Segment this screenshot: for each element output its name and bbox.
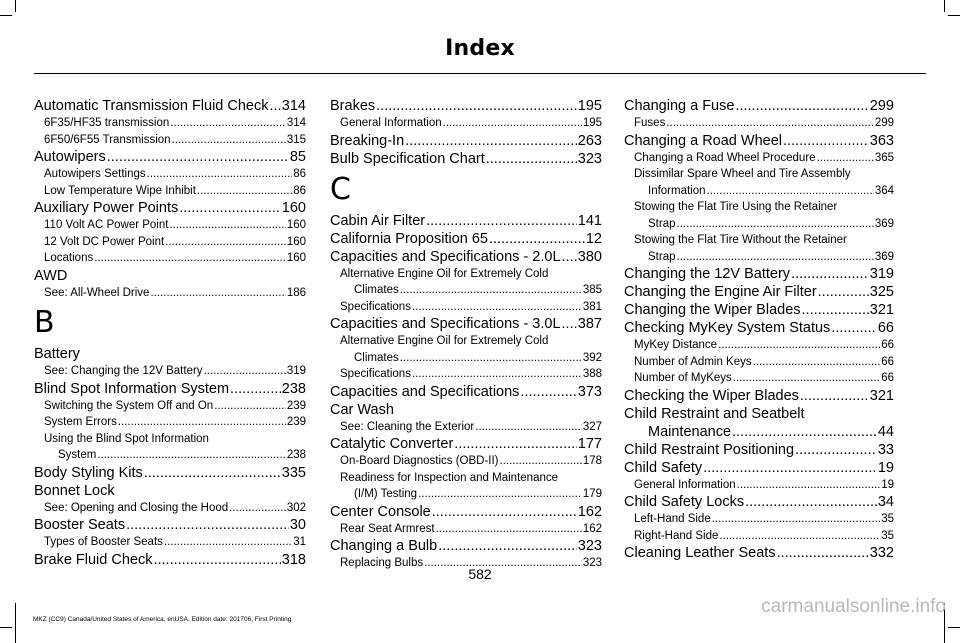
entry-label: System Errors — [44, 416, 117, 428]
entry-label: Blind Spot Information System — [34, 380, 230, 397]
entry-label: Booster Seats — [34, 517, 126, 533]
dot-leader — [436, 521, 582, 538]
dot-leader — [777, 544, 869, 562]
entry-page-number: 327 — [582, 420, 602, 433]
dot-leader — [426, 212, 577, 230]
entry-label: Child Restraint Positioning — [624, 441, 795, 458]
dot-leader — [412, 366, 582, 383]
crop-mark-tr-v — [944, 0, 945, 12]
index-entry — [624, 544, 894, 562]
entry-label: Right-Hand Side — [634, 529, 719, 542]
entry-page-number: 44 — [877, 423, 894, 440]
dot-leader — [489, 230, 585, 248]
dot-leader — [107, 148, 289, 166]
index-subentry — [34, 115, 306, 132]
index-subentry — [624, 477, 894, 494]
dot-leader — [170, 115, 286, 132]
dot-leader — [230, 380, 281, 398]
entry-label: Child Safety — [624, 459, 703, 476]
dot-leader — [753, 354, 881, 371]
index-subentry — [624, 216, 894, 233]
entry-page-number: 179 — [582, 488, 602, 500]
dot-leader — [94, 250, 286, 267]
index-subentry — [624, 511, 894, 528]
index-subentry — [34, 166, 306, 183]
dot-leader — [817, 150, 874, 167]
dot-leader — [733, 370, 880, 387]
entry-page-number: 12 — [585, 230, 602, 247]
index-subentry — [34, 363, 306, 380]
entry-label: Breaking-In — [330, 132, 405, 149]
dot-leader — [454, 435, 577, 453]
dot-leader — [144, 464, 281, 482]
entry-label: Body Styling Kits — [34, 464, 143, 481]
dot-leader — [418, 486, 582, 503]
index-subentry-text: Using the Blind Spot Information — [44, 432, 209, 445]
entry-label: 6F50/6F55 Transmission — [44, 133, 171, 146]
dot-leader — [745, 493, 877, 511]
entry-page-number: 299 — [869, 98, 894, 114]
entry-label: Bulb Specification Chart — [330, 150, 485, 167]
entry-page-number: 335 — [281, 464, 306, 481]
dot-leader — [712, 511, 880, 528]
index-entry — [624, 283, 894, 301]
index-subentry — [34, 534, 306, 551]
index-entry — [624, 301, 894, 319]
dot-leader — [169, 217, 285, 234]
crop-mark-bl-h — [0, 627, 12, 628]
dot-leader — [197, 183, 292, 200]
index-heading: AWD — [34, 267, 68, 284]
index-subentry — [34, 285, 306, 302]
dot-leader — [795, 441, 877, 459]
entry-page-number: 373 — [577, 383, 602, 400]
page-title: Index — [445, 36, 515, 61]
entry-page-number: 323 — [577, 150, 602, 167]
entry-label: Cabin Air Filter — [330, 212, 426, 229]
index-entry — [330, 248, 602, 266]
index-entry — [330, 537, 602, 555]
entry-label: 110 Volt AC Power Point — [44, 219, 169, 231]
index-entry — [624, 441, 894, 459]
index-entry — [330, 383, 602, 401]
dot-leader — [179, 199, 281, 217]
index-subentry — [330, 282, 602, 299]
dot-leader — [562, 248, 577, 266]
index-subentry — [330, 299, 602, 316]
index-subentry — [34, 234, 306, 251]
index-subentry — [624, 150, 894, 167]
entry-label: See: Cleaning the Exterior — [340, 420, 475, 433]
dot-leader — [737, 477, 881, 494]
entry-label: Child Safety Locks — [624, 494, 745, 510]
dot-leader — [97, 447, 285, 464]
dot-leader — [432, 503, 577, 521]
index-entry — [624, 97, 894, 115]
crop-mark-bl-v — [15, 603, 16, 643]
index-column-3 — [624, 97, 894, 562]
entry-label: Checking MyKey System Status — [624, 320, 831, 336]
index-entry — [34, 97, 306, 115]
index-subentry — [624, 249, 894, 266]
entry-label: Automatic Transmission Fluid Check — [34, 98, 269, 114]
dot-leader — [735, 97, 868, 115]
entry-label: Changing a Fuse — [624, 98, 735, 114]
index-entry — [330, 212, 602, 230]
index-heading: Car Wash — [330, 401, 394, 418]
dot-leader — [486, 150, 577, 168]
entry-label: Changing the Engine Air Filter — [624, 284, 817, 300]
entry-page-number: 388 — [582, 368, 602, 380]
entry-label: Specifications — [340, 300, 411, 313]
crop-mark-tr-h — [948, 15, 960, 16]
entry-page-number: 239 — [286, 399, 306, 412]
index-subentry — [624, 528, 894, 545]
entry-page-number: 318 — [281, 551, 306, 568]
entry-page-number: 160 — [286, 252, 306, 264]
entry-label: Left-Hand Side — [634, 513, 711, 525]
entry-label: Locations — [44, 252, 94, 264]
dot-leader — [791, 265, 869, 283]
entry-page-number: 86 — [293, 184, 306, 197]
index-subentry-text: Stowing the Flat Tire Without the Retainer — [634, 234, 847, 246]
dot-leader — [707, 183, 874, 200]
dot-leader — [475, 419, 582, 436]
entry-page-number: 141 — [577, 212, 602, 229]
entry-label: Number of Admin Keys — [634, 355, 752, 368]
entry-label: Information — [648, 184, 706, 197]
entry-page-number: 365 — [874, 151, 894, 164]
entry-label: Replacing Bulbs — [340, 557, 424, 569]
index-subentry — [624, 337, 894, 354]
index-subentry-text: Alternative Engine Oil for Extremely Cold — [340, 335, 549, 347]
dot-leader — [164, 534, 292, 551]
index-entry — [330, 435, 602, 453]
entry-page-number: 314 — [281, 98, 306, 114]
crop-mark-br-h — [948, 627, 960, 628]
entry-page-number: 86 — [293, 168, 306, 180]
dot-leader — [214, 398, 286, 415]
page-number: 582 — [468, 566, 492, 582]
entry-page-number: 321 — [869, 302, 894, 318]
dot-leader — [412, 299, 582, 316]
dot-leader — [802, 301, 869, 319]
index-entry — [624, 387, 894, 405]
entry-label: Autowipers — [34, 149, 106, 165]
entry-page-number: 195 — [582, 117, 602, 129]
entry-page-number: 66 — [881, 355, 894, 368]
entry-page-number: 30 — [289, 517, 306, 533]
entry-page-number: 385 — [582, 284, 602, 296]
index-subentry — [330, 486, 602, 503]
dot-leader — [677, 216, 874, 233]
entry-page-number: 299 — [874, 117, 894, 129]
dot-leader — [818, 283, 869, 301]
entry-label: (I/M) Testing — [354, 488, 418, 500]
entry-label: Changing the 12V Battery — [624, 266, 791, 282]
dot-leader — [147, 166, 293, 183]
entry-page-number: 369 — [874, 217, 894, 230]
entry-page-number: 323 — [582, 557, 602, 569]
entry-page-number: 19 — [877, 459, 894, 476]
index-entry — [624, 132, 894, 150]
index-subentry — [34, 132, 306, 149]
dot-leader — [405, 132, 577, 150]
index-entry — [330, 97, 602, 115]
entry-page-number: 319 — [869, 266, 894, 282]
section-letter: B — [34, 305, 55, 340]
entry-page-number: 160 — [286, 219, 306, 231]
index-entry — [330, 315, 602, 333]
entry-page-number: 195 — [577, 98, 602, 114]
index-subentry-text: Dissimilar Spare Wheel and Tire Assembly — [634, 168, 851, 180]
entry-label: Low Temperature Wipe Inhibit — [44, 184, 196, 197]
index-subentry — [330, 350, 602, 367]
entry-label: Brakes — [330, 98, 376, 114]
index-entry — [330, 150, 602, 168]
entry-page-number: 19 — [881, 478, 894, 491]
index-subentry — [34, 447, 306, 464]
dot-leader — [718, 337, 880, 354]
index-subentry — [624, 183, 894, 200]
index-subentry — [34, 500, 306, 517]
dot-leader — [204, 363, 286, 380]
entry-label: Changing the Wiper Blades — [624, 302, 801, 318]
entry-page-number: 302 — [286, 501, 306, 514]
index-subentry-text: Alternative Engine Oil for Extremely Cold — [340, 267, 549, 280]
entry-label: General Information — [340, 117, 442, 129]
entry-page-number: 31 — [293, 536, 306, 548]
dot-leader — [831, 319, 877, 337]
entry-label: Catalytic Converter — [330, 436, 454, 452]
index-subentry — [330, 366, 602, 383]
entry-label: 6F35/HF35 transmission — [44, 117, 170, 129]
entry-label: 12 Volt DC Power Point — [44, 235, 165, 248]
index-subentry — [624, 370, 894, 387]
entry-page-number: 186 — [286, 286, 306, 299]
entry-label: General Information — [634, 478, 736, 491]
entry-page-number: 162 — [577, 503, 602, 520]
entry-page-number: 178 — [582, 455, 602, 467]
entry-page-number: 85 — [289, 149, 306, 165]
entry-label: Switching the System Off and On — [44, 399, 214, 412]
entry-label: System — [58, 449, 97, 461]
entry-page-number: 380 — [577, 248, 602, 265]
entry-label: Cleaning Leather Seats — [624, 545, 776, 561]
entry-label: Maintenance — [648, 423, 732, 440]
dot-leader — [500, 453, 582, 470]
watermark: carmanualsonline.info — [761, 596, 946, 617]
dot-leader — [703, 459, 877, 477]
entry-page-number: 238 — [286, 449, 306, 461]
entry-page-number: 314 — [286, 117, 306, 129]
index-entry — [624, 319, 894, 337]
dot-leader — [270, 97, 281, 115]
dot-leader — [732, 423, 877, 441]
entry-label: Auxiliary Power Points — [34, 200, 179, 216]
dot-leader — [783, 132, 869, 150]
entry-label: Changing a Road Wheel Procedure — [634, 151, 816, 164]
entry-label: Checking the Wiper Blades — [624, 387, 799, 404]
dot-leader — [520, 383, 576, 401]
entry-label: Center Console — [330, 503, 431, 520]
index-subentry — [330, 521, 602, 538]
entry-page-number: 35 — [881, 529, 894, 542]
entry-label: Capacities and Specifications - 3.0L — [330, 316, 561, 332]
index-subentry — [34, 414, 306, 431]
index-entry — [34, 380, 306, 398]
entry-page-number: 66 — [881, 372, 894, 384]
header-rule — [34, 73, 926, 74]
index-heading: Child Restraint and Seatbelt — [624, 405, 805, 422]
index-subentry — [330, 419, 602, 436]
entry-label: California Proposition 65 — [330, 230, 488, 247]
entry-page-number: 177 — [577, 436, 602, 452]
crop-mark-tl-h — [0, 15, 12, 16]
index-subentry — [34, 398, 306, 415]
index-subentry — [624, 115, 894, 132]
index-subentry — [330, 115, 602, 132]
entry-label: Fuses — [634, 117, 666, 129]
entry-label: See: Changing the 12V Battery — [44, 365, 203, 377]
dot-leader — [126, 516, 289, 534]
index-entry — [624, 265, 894, 283]
index-entry — [330, 503, 602, 521]
dot-leader — [118, 414, 286, 431]
index-subentry-text: Stowing the Flat Tire Using the Retainer — [634, 201, 838, 213]
edition-footer: MKZ (CC9) Canada/United States of America, enUSA, Edition date: 201706, First Printing — [33, 616, 292, 623]
index-subentry — [34, 183, 306, 200]
entry-page-number: 363 — [869, 132, 894, 149]
entry-label: Changing a Bulb — [330, 538, 438, 554]
index-heading: Bonnet Lock — [34, 482, 115, 499]
entry-page-number: 33 — [877, 441, 894, 458]
entry-label: Number of MyKeys — [634, 372, 732, 384]
index-entry — [330, 132, 602, 150]
entry-page-number: 321 — [869, 387, 894, 404]
entry-page-number: 319 — [286, 365, 306, 377]
crop-mark-tl-v — [15, 0, 16, 12]
dot-leader — [438, 537, 577, 555]
index-entry — [624, 423, 894, 441]
entry-page-number: 369 — [874, 250, 894, 263]
entry-page-number: 325 — [869, 284, 894, 300]
entry-label: Rear Seat Armrest — [340, 522, 435, 535]
index-entry — [330, 230, 602, 248]
dot-leader — [562, 315, 577, 333]
entry-page-number: 160 — [281, 200, 306, 216]
index-heading: Battery — [34, 346, 80, 362]
dot-leader — [719, 528, 880, 545]
entry-label: See: All-Wheel Drive — [44, 286, 150, 299]
index-entry — [34, 516, 306, 534]
entry-page-number: 364 — [874, 184, 894, 197]
index-subentry — [330, 453, 602, 470]
entry-label: Strap — [648, 217, 676, 230]
entry-page-number: 332 — [869, 545, 894, 561]
entry-page-number: 387 — [577, 316, 602, 332]
entry-page-number: 160 — [286, 235, 306, 248]
entry-label: Capacities and Specifications — [330, 383, 520, 400]
entry-label: Autowipers Settings — [44, 168, 146, 180]
index-entry — [34, 199, 306, 217]
index-entry — [34, 148, 306, 166]
entry-page-number: 35 — [881, 513, 894, 525]
entry-page-number: 238 — [281, 380, 306, 397]
entry-page-number: 66 — [877, 320, 894, 336]
entry-page-number: 239 — [286, 416, 306, 428]
index-entry — [34, 464, 306, 482]
index-column-1 — [34, 97, 306, 569]
entry-label: Climates — [354, 284, 399, 296]
entry-page-number: 381 — [582, 300, 602, 313]
entry-page-number: 392 — [582, 351, 602, 364]
entry-page-number: 34 — [877, 494, 894, 510]
dot-leader — [150, 285, 285, 302]
entry-page-number: 323 — [577, 538, 602, 554]
entry-label: See: Opening and Closing the Hood — [44, 501, 229, 514]
index-subentry — [624, 354, 894, 371]
dot-leader — [165, 234, 286, 251]
dot-leader — [229, 500, 286, 517]
entry-label: Strap — [648, 250, 676, 263]
dot-leader — [677, 249, 874, 266]
entry-label: Specifications — [340, 368, 411, 380]
index-subentry — [34, 217, 306, 234]
entry-label: Climates — [354, 351, 399, 364]
section-letter: C — [330, 171, 351, 207]
dot-leader — [800, 387, 869, 405]
index-subentry-text: Readiness for Inspection and Maintenance — [340, 471, 559, 484]
entry-label: Brake Fluid Check — [34, 551, 153, 568]
entry-label: Types of Booster Seats — [44, 536, 163, 548]
index-entry — [624, 493, 894, 511]
dot-leader — [172, 132, 286, 149]
dot-leader — [443, 115, 582, 132]
index-entry — [624, 459, 894, 477]
entry-page-number: 66 — [881, 339, 894, 351]
dot-leader — [376, 97, 577, 115]
dot-leader — [400, 350, 582, 367]
entry-label: On-Board Diagnostics (OBD-II) — [340, 455, 499, 467]
entry-page-number: 263 — [577, 132, 602, 149]
index-column-2 — [330, 97, 602, 572]
dot-leader — [666, 115, 873, 132]
entry-label: MyKey Distance — [634, 339, 718, 351]
entry-label: Capacities and Specifications - 2.0L — [330, 248, 561, 265]
index-subentry — [34, 250, 306, 267]
dot-leader — [400, 282, 582, 299]
entry-label: Changing a Road Wheel — [624, 132, 782, 149]
entry-page-number: 162 — [582, 522, 602, 535]
entry-page-number: 315 — [286, 133, 306, 146]
